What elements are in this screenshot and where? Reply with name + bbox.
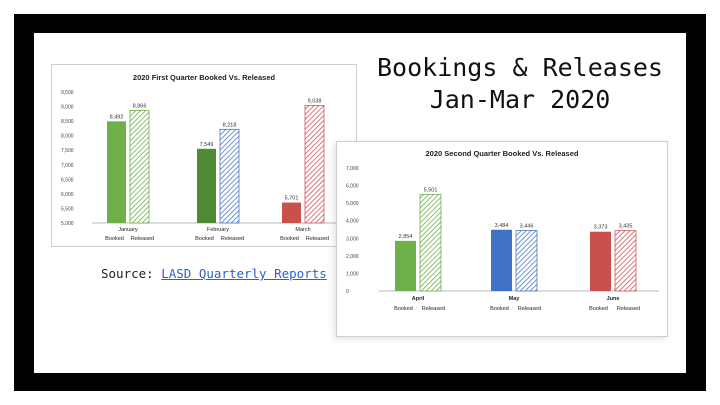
q2-y-tick-label: 1,000 [346,271,359,278]
q2-released-value-label: 3,435 [618,223,633,230]
q2-released-axis-label: Released [421,306,446,312]
first-quarter-chart-svg [52,65,356,246]
q1-released-bar [305,105,324,223]
source-link[interactable]: LASD Quarterly Reports [161,266,327,281]
q2-category-label: May [508,296,520,302]
slide-title-line2: Jan-Mar 2020 [429,85,611,114]
q2-released-bar [516,230,537,291]
q2-booked-bar [491,230,512,291]
q2-y-tick-label: 7,000 [346,166,359,172]
q2-booked-value-label: 2,854 [398,233,413,240]
q2-released-value-label: 5,501 [423,187,438,194]
q1-booked-bar [282,203,301,223]
q1-released-value-label: 8,866 [132,103,147,110]
q1-booked-axis-label: Booked [280,236,299,242]
q1-released-bar [220,129,239,223]
q2-y-tick-label: 4,000 [346,218,359,225]
q2-category-label: April [411,296,425,302]
q1-category-label: January [118,227,138,233]
q2-y-tick-label: 6,000 [346,183,359,190]
first-quarter-chart [51,64,357,247]
slide-title [360,52,680,116]
q2-released-axis-label: Released [616,306,641,312]
q2-booked-bar [590,232,611,291]
q1-y-tick-label: 9,500 [61,90,74,96]
q2-chart-title: 2020 Second Quarter Booked Vs. Released [425,149,579,158]
second-quarter-chart-svg [337,142,667,336]
q1-booked-value-label: 7,549 [199,141,214,148]
q1-booked-bar [107,121,126,223]
q1-released-axis-label: Released [130,236,155,242]
q1-released-axis-label: Released [305,236,330,242]
q1-booked-axis-label: Booked [195,236,214,242]
q2-booked-axis-label: Booked [589,306,608,312]
q1-y-tick-label: 9,000 [61,104,74,111]
q2-y-tick-label: 5,000 [346,201,359,208]
q2-y-tick-label: 0 [346,289,349,295]
q1-released-value-label: 9,038 [307,98,322,105]
q2-booked-axis-label: Booked [394,306,413,312]
q2-released-value-label: 3,446 [519,223,534,230]
q1-y-tick-label: 6,000 [61,191,74,198]
q1-booked-axis-label: Booked [105,236,124,242]
q1-y-tick-label: 6,500 [61,177,74,184]
q2-category-label: June [606,296,620,302]
q1-y-tick-label: 7,500 [61,148,74,155]
second-quarter-chart [336,141,668,337]
q1-y-tick-label: 5,000 [61,221,74,227]
q1-category-label: February [206,227,230,233]
q2-booked-axis-label: Booked [490,306,509,312]
q1-booked-bar [197,149,216,223]
q1-y-tick-label: 8,500 [61,119,74,126]
q1-released-bar [130,110,149,223]
q2-released-bar [615,231,636,291]
q2-booked-value-label: 3,484 [494,222,509,229]
source-label: Source: [101,266,154,281]
q1-y-tick-label: 5,500 [61,206,74,213]
q2-released-bar [420,194,441,291]
q1-category-label: March [295,227,311,233]
q1-booked-value-label: 5,701 [284,195,299,202]
q1-booked-value-label: 8,492 [109,114,124,121]
q2-released-axis-label: Released [517,306,542,312]
q1-released-axis-label: Released [220,236,245,242]
q1-y-tick-label: 7,000 [61,162,74,169]
q1-y-tick-label: 8,000 [61,133,74,140]
q2-booked-value-label: 3,373 [593,224,608,231]
q1-released-value-label: 8,218 [222,122,237,129]
q1-chart-title: 2020 First Quarter Booked Vs. Released [132,73,276,82]
slide-title-line1: Bookings & Releases [377,53,663,82]
q2-y-tick-label: 3,000 [346,236,359,243]
source-note [101,266,327,281]
q2-booked-bar [395,241,416,291]
q2-y-tick-label: 2,000 [346,253,359,260]
